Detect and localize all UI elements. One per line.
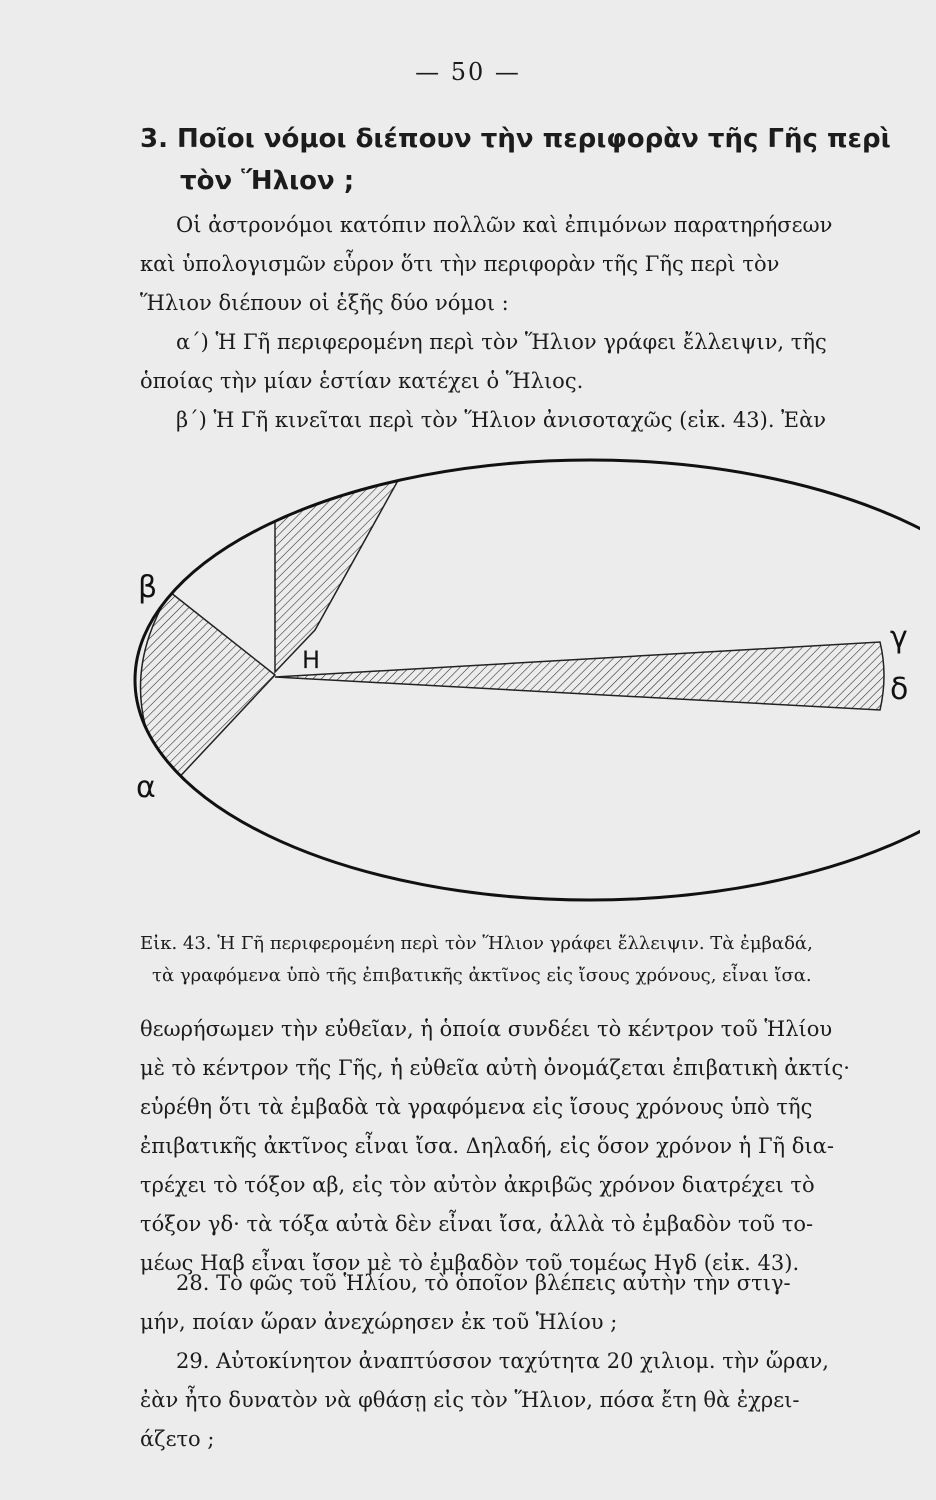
text-line: τρέχει τὸ τόξον αβ, εἰς τὸν αὐτὸν ἀκριβῶς χρόνον διατρέχει τὸ (140, 1173, 815, 1197)
figure-43-ellipse-diagram (130, 420, 920, 920)
page-number: — 50 — (415, 58, 521, 86)
text-line: θεωρήσωμεν τὴν εὐθεῖαν, ἡ ὁποία συνδέει τὸ κέντρον τοῦ Ἡλίου (140, 1017, 833, 1041)
heading-line-1: 3. Ποῖοι νόμοι διέπουν τὴν περιφορὰν τῆς Γῆς περὶ (140, 124, 891, 154)
body-paragraph (140, 1010, 905, 1283)
caption-line: Εἰκ. 43. Ἡ Γῆ περιφερομένη περὶ τὸν Ἥλιον γράφει ἔλλειψιν. Τὰ ἐμβαδά, (140, 933, 813, 954)
text-line: εὑρέθη ὅτι τὰ ἐμβαδὰ τὰ γραφόμενα εἰς ἴσους χρόνους ὑπὸ τῆς (140, 1095, 813, 1119)
text-line: ἐπιβατικῆς ἀκτῖνος εἶναι ἴσα. Δηλαδή, εἰς ὅσον χρόνον ἡ Γῆ δια- (140, 1134, 834, 1158)
label-delta: δ (890, 672, 909, 707)
sector-h-alpha-beta (140, 592, 275, 785)
orbit-diagram (130, 420, 920, 920)
text-line: καὶ ὑπολογισμῶν εὗρον ὅτι τὴν περιφορὰν τῆς Γῆς περὶ τὸν (140, 252, 780, 276)
questions-section (140, 1264, 905, 1459)
text-line: μήν, ποίαν ὥραν ἀνεχώρησεν ἐκ τοῦ Ἡλίου ; (140, 1310, 618, 1334)
label-beta: β (138, 570, 158, 605)
text-line: Ἥλιον διέπουν οἱ ἑξῆς δύο νόμοι : (140, 291, 509, 315)
figure-caption (140, 928, 905, 992)
law-beta-line: β΄) Ἡ Γῆ κινεῖται περὶ τὸν Ἥλιον ἀνισοταχῶς (εἰκ. 43). Ἐὰν (176, 408, 827, 432)
question-28: 28. Τὸ φῶς τοῦ Ἡλίου, τὸ ὁποῖον βλέπεις αὐτὴν τὴν στιγ- (176, 1271, 791, 1295)
label-gamma: γ (890, 620, 908, 655)
text-line: άζετο ; (140, 1427, 215, 1451)
law-alpha-line: α΄) Ἡ Γῆ περιφερομένη περὶ τὸν Ἥλιον γράφει ἔλλειψιν, τῆς (176, 330, 827, 354)
intro-paragraph (140, 206, 905, 440)
text-line: μὲ τὸ κέντρον τῆς Γῆς, ἡ εὐθεῖα αὐτὴ ὀνομάζεται ἐπιβατικὴ ἀκτίς· (140, 1056, 850, 1080)
heading-line-2: τὸν Ἥλιον ; (180, 166, 355, 196)
section-heading (140, 118, 905, 202)
label-alpha: α (136, 770, 156, 805)
text-line: τόξον γδ· τὰ τόξα αὐτὰ δὲν εἶναι ἴσα, ἀλλὰ τὸ ἐμβαδὸν τοῦ το- (140, 1212, 814, 1236)
question-29: 29. Αὐτοκίνητον ἀναπτύσσον ταχύτητα 20 χιλιομ. τὴν ὥραν, (176, 1349, 829, 1373)
caption-line: τὰ γραφόμενα ὑπὸ τῆς ἐπιβατικῆς ἀκτῖνος εἰς ἴσους χρόνους, εἶναι ἴσα. (152, 965, 812, 986)
text-line: ἐὰν ἦτο δυνατὸν νὰ φθάσῃ εἰς τὸν Ἥλιον, πόσα ἔτη θὰ ἐχρει- (140, 1388, 800, 1412)
text-line: ὁποίας τὴν μίαν ἑστίαν κατέχει ὁ Ἥλιος. (140, 369, 584, 393)
sector-h-gamma-delta (275, 642, 884, 710)
text-line: Οἱ ἀστρονόμοι κατόπιν πολλῶν καὶ ἐπιμόνων παρατηρήσεων (176, 213, 833, 237)
label-sun-h: Η (302, 646, 321, 674)
text-line: μέως Ηαβ εἶναι ἴσον μὲ τὸ ἐμβαδὸν τοῦ τομέως Ηγδ (εἰκ. 43). (140, 1251, 800, 1275)
